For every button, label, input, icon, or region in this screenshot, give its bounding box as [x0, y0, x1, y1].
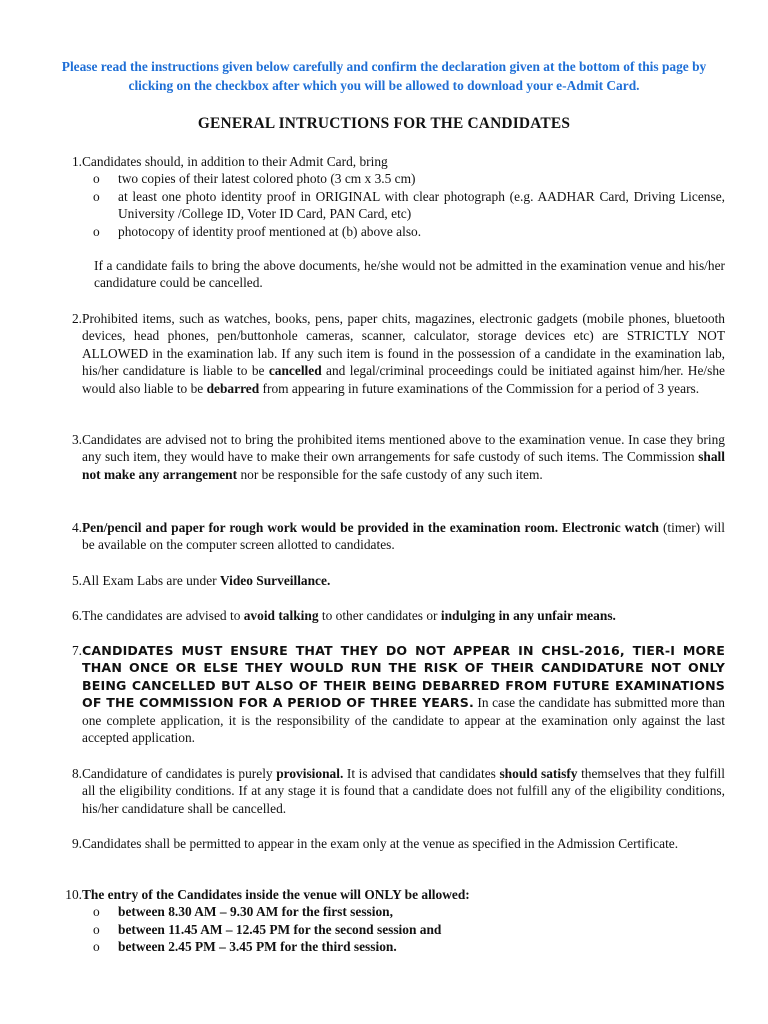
item-text: Candidature of candidates is purely provisional. It is advised that candidates should satisfy themselves that they fulfill all the eligibility conditions. If at any stage it is found that a candidate does not fulfill any of the eligibility conditions, his/her candidature shall be cancelled.	[82, 766, 725, 816]
bullet-icon: o	[93, 171, 100, 187]
admit-card-notice: Please read the instructions given below carefully and confirm the declaration given at the bottom of this page by clicking on the checkbox after which you will be allowed to download your e-Admit Card.	[61, 59, 707, 93]
item-number: 8.	[71, 766, 82, 781]
item-number: 1.	[71, 154, 82, 169]
item-text: All Exam Labs are under Video Surveillance.	[82, 573, 331, 588]
bullet-icon: o	[93, 921, 100, 937]
item-number: 10.	[65, 887, 82, 902]
item-text	[82, 886, 725, 956]
sub-item: o between 8.30 AM – 9.30 AM for the first session,	[93, 904, 393, 920]
item-number: 3.	[71, 432, 82, 447]
bullet-icon: o	[93, 188, 100, 204]
item-text: Candidates are advised not to bring the prohibited items mentioned above to the examination venue. In case they bring any such item, they would have to make their own arrangements for safe custody of such items. The Commission shall not make any arrangement nor be responsible for the safe custody of any such item.	[82, 432, 725, 482]
item-text: CANDIDATES MUST ENSURE THAT THEY DO NOT APPEAR IN CHSL-2016, TIER-I MORE THAN ONCE OR ELSE THEY WOULD RUN THE RISK OF THEIR CANDIDATURE NOT ONLY BEING CANCELLED BUT ALSO OF THEIR BEING DEBARRED FROM FUTURE EXAMINATIONS OF THE COMMISSION FOR A PERIOD OF THREE YEARS. In case the candidate has submitted more than one complete application, it is the responsibility of the candidate to appear at the examination only against the last accepted application.	[82, 643, 725, 746]
item-text: The candidates are advised to avoid talking to other candidates or indulging in any unfair means.	[82, 608, 616, 623]
item-intro: Candidates should, in addition to their Admit Card, bring	[82, 154, 388, 169]
sub-item: o between 11.45 AM – 12.45 PM for the second session and	[93, 921, 442, 937]
sub-item: o photocopy of identity proof mentioned at (b) above also.	[93, 223, 422, 239]
sub-item: o two copies of their latest colored photo (3 cm x 3.5 cm)	[93, 171, 416, 187]
item-number: 5.	[71, 573, 82, 588]
item-intro: The entry of the Candidates inside the venue will ONLY be allowed:	[82, 887, 470, 902]
item-text	[82, 153, 725, 292]
sub-item: o at least one photo identity proof in ORIGINAL with clear photograph (e.g. AADHAR Card, Driving License, University /College ID, Voter ID Card, PAN Card, etc)	[93, 188, 725, 222]
item-number: 6.	[71, 608, 82, 623]
item-number: 9.	[71, 836, 82, 851]
item-text: Prohibited items, such as watches, books, pens, paper chits, magazines, electronic gadgets (mobile phones, bluetooth devices, head phones, pen/buttonhole cameras, scanner, calculator, storage devices etc) are STRICTLY NOT ALLOWED in the examination lab. If any such item is found in the possession of a candidate in the examination lab, his/her candidature is liable to be cancelled and legal/criminal proceedings could be initiated against him/her. He/she would also liable to be debarred from appearing in future examinations of the Commission for a period of 3 years.	[82, 311, 725, 396]
bullet-icon: o	[93, 223, 100, 239]
item-number: 7.	[71, 643, 82, 658]
bullet-icon: o	[93, 904, 100, 920]
item-text: Pen/pencil and paper for rough work would be provided in the examination room. Electronic watch (timer) will be available on the computer screen allotted to candidates.	[82, 520, 725, 553]
sub-item: o between 2.45 PM – 3.45 PM for the third session.	[93, 939, 397, 955]
item-number: 2.	[71, 311, 82, 326]
item-note: If a candidate fails to bring the above documents, he/she would not be admitted in the examination venue and his/her candidature could be cancelled.	[94, 258, 725, 291]
item-number: 4.	[71, 520, 82, 535]
page-title: GENERAL INTRUCTIONS FOR THE CANDIDATES	[197, 115, 571, 132]
bullet-icon: o	[93, 939, 100, 955]
item-text: Candidates shall be permitted to appear in the exam only at the venue as specified in the Admission Certificate.	[82, 836, 679, 851]
